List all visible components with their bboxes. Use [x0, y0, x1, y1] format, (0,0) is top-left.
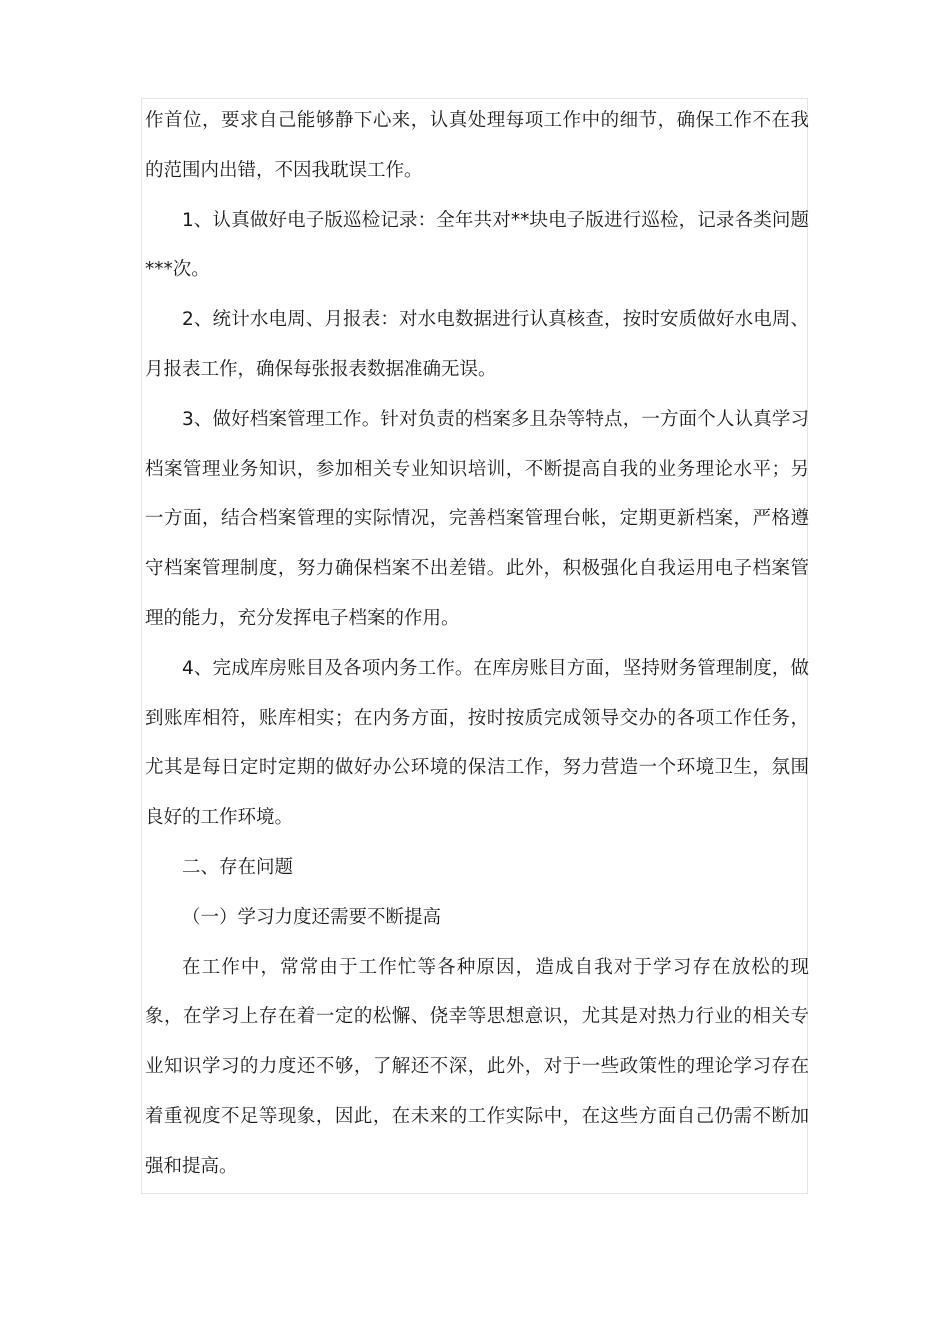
paragraph-item-1: 1、认真做好电子版巡检记录：全年共对**块电子版进行巡检，记录各类问题***次。 — [145, 209, 809, 281]
paragraph-study-problem: 在工作中，常常由于工作忙等各种原因，造成自我对于学习存在放松的现象，在学习上存在着一定的松懈、侥幸等思想意识，尤其是对热力行业的相关专业知识学习的力度还不够，了解还不深，此外，对于一些政策性的理论学习存在着重视度不足等现象，因此，在未来的工作实际中，在这些方面自己仍需不断加强和提高。 — [145, 956, 809, 1177]
paragraph-intro-continuation: 作首位，要求自己能够静下心来，认真处理每项工作中的细节，确保工作不在我的范围内出错，不因我耽误工作。 — [145, 110, 809, 181]
paragraph-item-3: 3、做好档案管理工作。针对负责的档案多且杂等特点，一方面个人认真学习档案管理业务知识，参加相关专业知识培训，不断提高自我的业务理论水平；另一方面，结合档案管理的实际情况，完善档案管理台帐，定期更新档案，严格遵守档案管理制度，努力确保档案不出差错。此外，积极强化自我运用电子档案管理的能力，充分发挥电子档案的作用。 — [145, 408, 809, 629]
section-heading-problems: 二、存在问题 — [182, 856, 294, 878]
subsection-heading-study: （一）学习力度还需要不断提高 — [182, 906, 442, 928]
paragraph-item-4: 4、完成库房账目及各项内务工作。在库房账目方面，坚持财务管理制度，做到账库相符，账库相实；在内务方面，按时按质完成领导交办的各项工作任务，尤其是每日定时定期的做好办公环境的保洁工作，努力营造一个环境卫生，氛围良好的工作环境。 — [145, 657, 809, 829]
paragraph-item-2: 2、统计水电周、月报表：对水电数据进行认真核查，按时安质做好水电周、月报表工作，确保每张报表数据准确无误。 — [145, 309, 809, 380]
document-body — [145, 96, 809, 1192]
